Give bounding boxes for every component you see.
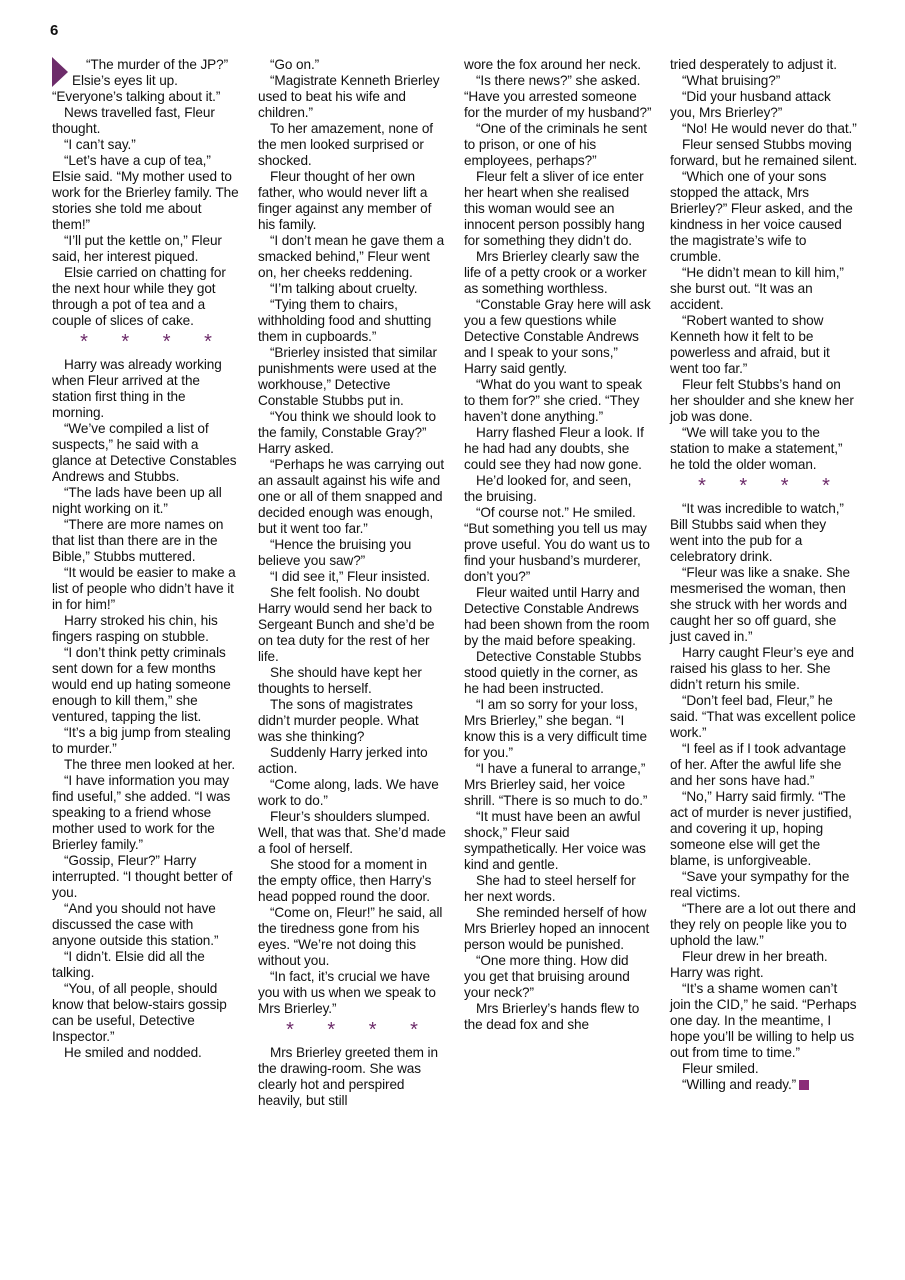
paragraph: “I have a funeral to arrange,” Mrs Brierley said, her voice shrill. “There is so much to do.” [464, 761, 648, 808]
paragraph: Mrs Brierley’s hands flew to the dead fox and she [464, 1001, 640, 1032]
article-body [52, 57, 858, 1257]
paragraph: She stood for a moment in the empty office, then Harry’s head popped round the door. [258, 857, 432, 904]
paragraph: Fleur drew in her breath. Harry was right. [670, 949, 828, 980]
paragraph: “What bruising?” [682, 73, 781, 88]
paragraph: “Is there news?” she asked. “Have you arrested someone for the murder of my husband?” [464, 73, 652, 120]
paragraph: She felt foolish. No doubt Harry would send her back to Sergeant Bunch and she’d be on tea duty for the rest of her life. [258, 585, 435, 664]
paragraph: “Come along, lads. We have work to do.” [258, 777, 439, 808]
paragraph: “There are more names on that list than there are in the Bible,” Stubbs muttered. [52, 517, 224, 564]
paragraph: “He didn’t mean to kill him,” she burst out. “It was an accident. [670, 265, 844, 312]
paragraph: “One of the criminals he sent to prison, or one of his employees, perhaps?” [464, 121, 647, 168]
paragraph: “You think we should look to the family, Constable Gray?” Harry asked. [258, 409, 436, 456]
paragraph: “Constable Gray here will ask you a few questions while Detective Constable Andrews and I speak to your sons,” Harry said gently. [464, 297, 651, 376]
paragraph: The sons of magistrates didn’t murder people. What was she thinking? [258, 697, 419, 744]
section-start-triangle-icon [52, 57, 68, 87]
paragraph: News travelled fast, Fleur thought. [52, 105, 215, 136]
paragraph: “I have information you may find useful,” she added. “I was speaking to a friend whose mother used to work for the Brierley family.” [52, 773, 231, 852]
paragraph: “Brierley insisted that similar punishments were used at the workhouse,” Detective Constable Stubbs put in. [258, 345, 437, 408]
paragraph: Suddenly Harry jerked into action. [258, 745, 428, 776]
paragraph: She reminded herself of how Mrs Brierley hoped an innocent person would be punished. [464, 905, 650, 952]
paragraph: “I didn’t. Elsie did all the talking. [52, 949, 205, 980]
paragraph: “It was incredible to watch,” Bill Stubbs said when they went into the pub for a celebratory drink. [670, 501, 844, 564]
final-paragraph [670, 1077, 858, 1093]
column-2 [258, 57, 446, 1257]
paragraph: She should have kept her thoughts to herself. [258, 665, 422, 696]
paragraph: “No,” Harry said firmly. “The act of murder is never justified, and covering it up, hoping someone else will get the blame, is unforgiveable. [670, 789, 852, 868]
paragraph: “One more thing. How did you get that bruising around your neck?” [464, 953, 630, 1000]
column-4 [670, 57, 858, 1257]
paragraph: Harry flashed Fleur a look. If he had had any doubts, she could see they had now gone. [464, 425, 644, 472]
column-3 [464, 57, 652, 1257]
paragraph: “Gossip, Fleur?” Harry interrupted. “I thought better of you. [52, 853, 233, 900]
paragraph: “I don’t mean he gave them a smacked behind,” Fleur went on, her cheeks reddening. [258, 233, 445, 280]
paragraph: wore the fox around her neck. [464, 57, 641, 72]
paragraph: Mrs Brierley clearly saw the life of a petty crook or a worker as something worthless. [464, 249, 647, 296]
paragraph: “No! He would never do that.” [682, 121, 857, 136]
paragraph: “It must have been an awful shock,” Fleur said sympathetically. Her voice was kind and gentle. [464, 809, 646, 872]
paragraph: “Don’t feel bad, Fleur,” he said. “That was excellent police work.” [670, 693, 856, 740]
paragraph: “I’ll put the kettle on,” Fleur said, her interest piqued. [52, 233, 222, 264]
paragraph: “Come on, Fleur!” he said, all the tiredness gone from his eyes. “We’re not doing this without you. [258, 905, 443, 968]
paragraph: Harry stroked his chin, his fingers rasping on stubble. [52, 613, 218, 644]
column-1 [52, 57, 240, 1257]
paragraph: “We will take you to the station to make a statement,” he told the older woman. [670, 425, 843, 472]
paragraph: Fleur smiled. [682, 1061, 759, 1076]
paragraph: Fleur felt Stubbs’s hand on her shoulder and she knew her job was done. [670, 377, 854, 424]
paragraph: The three men looked at her. [64, 757, 236, 772]
paragraph: Fleur thought of her own father, who would never lift a finger against any member of his family. [258, 169, 432, 232]
paragraph: Elsie carried on chatting for the next hour while they got through a pot of tea and a couple of slices of cake. [52, 265, 226, 328]
paragraph: He smiled and nodded. [64, 1045, 202, 1060]
paragraph: “Let’s have a cup of tea,” Elsie said. “My mother used to work for the Brierley family. The stories she told me about them!” [52, 153, 239, 232]
paragraph: Mrs Brierley greeted them in the drawing-room. She was clearly hot and perspired heavily, but still [258, 1045, 438, 1108]
paragraph: “I don’t think petty criminals sent down for a few months would end up hating someone enough to kill them,” she ventured, tapping the list. [52, 645, 231, 724]
paragraph: “What do you want to speak to them for?” she cried. “They haven’t done anything.” [464, 377, 642, 424]
paragraph: “It’s a big jump from stealing to murder.” [52, 725, 231, 756]
paragraph: Harry caught Fleur’s eye and raised his glass to her. She didn’t return his smile. [670, 645, 854, 692]
paragraph: “The murder of the JP?” Elsie’s eyes lit up. “Everyone’s talking about it.” [52, 57, 229, 104]
paragraph: “Save your sympathy for the real victims. [670, 869, 850, 900]
scene-break-stars: * * * * [698, 475, 844, 497]
paragraph: “It would be easier to make a list of people who didn’t have it in for him!” [52, 565, 236, 612]
paragraph: “Hence the bruising you believe you saw?” [258, 537, 412, 568]
paragraph: “Tying them to chairs, withholding food and shutting them in cupboards.” [258, 297, 432, 344]
paragraph: “There are a lot out there and they rely on people like you to uphold the law.” [670, 901, 856, 948]
paragraph: To her amazement, none of the men looked surprised or shocked. [258, 121, 433, 168]
paragraph: “We’ve compiled a list of suspects,” he said with a glance at Detective Constables Andrews and Stubbs. [52, 421, 237, 484]
end-of-article-square-icon [799, 1080, 809, 1090]
paragraph: “Did your husband attack you, Mrs Brierley?” [670, 89, 831, 120]
paragraph: She had to steel herself for her next words. [464, 873, 636, 904]
paragraph: Fleur waited until Harry and Detective Constable Andrews had been shown from the room by the maid before speaking. [464, 585, 650, 648]
paragraph: “It’s a shame women can’t join the CID,” he said. “Perhaps one day. In the meantime, I hope you’ll be willing to help us out from time to time.” [670, 981, 857, 1060]
paragraph: “Of course not.” He smiled. “But something you tell us may prove useful. You do want us to find your husband’s murderer, don’t you?” [464, 505, 650, 584]
paragraph: “Which one of your sons stopped the attack, Mrs Brierley?” Fleur asked, and the kindness in her voice caused the magistrate’s wife to crumble. [670, 169, 853, 264]
paragraph: “Perhaps he was carrying out an assault against his wife and one or all of them snapped and decided enough was enough, but it went too far.” [258, 457, 445, 536]
paragraph: “I can’t say.” [64, 137, 136, 152]
paragraph: “Fleur was like a snake. She mesmerised the woman, then she struck with her words and caught her so off guard, she just caved in.” [670, 565, 850, 644]
paragraph: “I am so sorry for your loss, Mrs Brierley,” she began. “I know this is a very difficult time for you.” [464, 697, 647, 760]
paragraph: Fleur sensed Stubbs moving forward, but he remained silent. [670, 137, 858, 168]
paragraph: Fleur’s shoulders slumped. Well, that was that. She’d made a fool of herself. [258, 809, 446, 856]
paragraph: “I did see it,” Fleur insisted. [270, 569, 431, 584]
paragraph: “You, of all people, should know that below-stairs gossip can be useful, Detective Inspector.” [52, 981, 227, 1044]
paragraph: “Go on.” [270, 57, 320, 72]
paragraph: Harry was already working when Fleur arrived at the station first thing in the morning. [52, 357, 222, 420]
paragraph: “And you should not have discussed the case with anyone outside this station.” [52, 901, 219, 948]
paragraph: Fleur felt a sliver of ice enter her heart when she realised this woman would see an innocent person possibly hang for something they didn’t do. [464, 169, 645, 248]
paragraph: “I’m talking about cruelty. [270, 281, 418, 296]
scene-break-stars: * * * * [80, 331, 226, 353]
paragraph: He’d looked for, and seen, the bruising. [464, 473, 632, 504]
scene-break-stars: * * * * [286, 1019, 432, 1041]
paragraph: “In fact, it’s crucial we have you with us when we speak to Mrs Brierley.” [258, 969, 436, 1016]
paragraph: “I feel as if I took advantage of her. After the awful life she and her sons have had.” [670, 741, 847, 788]
paragraph: “The lads have been up all night working on it.” [52, 485, 222, 516]
final-line-text: “Willing and ready.” [682, 1077, 797, 1092]
paragraph: Detective Constable Stubbs stood quietly in the corner, as he had been instructed. [464, 649, 642, 696]
paragraph: tried desperately to adjust it. [670, 57, 837, 72]
paragraph: “Robert wanted to show Kenneth how it felt to be powerless and afraid, but it went too far.” [670, 313, 830, 376]
paragraph: “Magistrate Kenneth Brierley used to beat his wife and children.” [258, 73, 440, 120]
page-number: 6 [50, 22, 59, 39]
